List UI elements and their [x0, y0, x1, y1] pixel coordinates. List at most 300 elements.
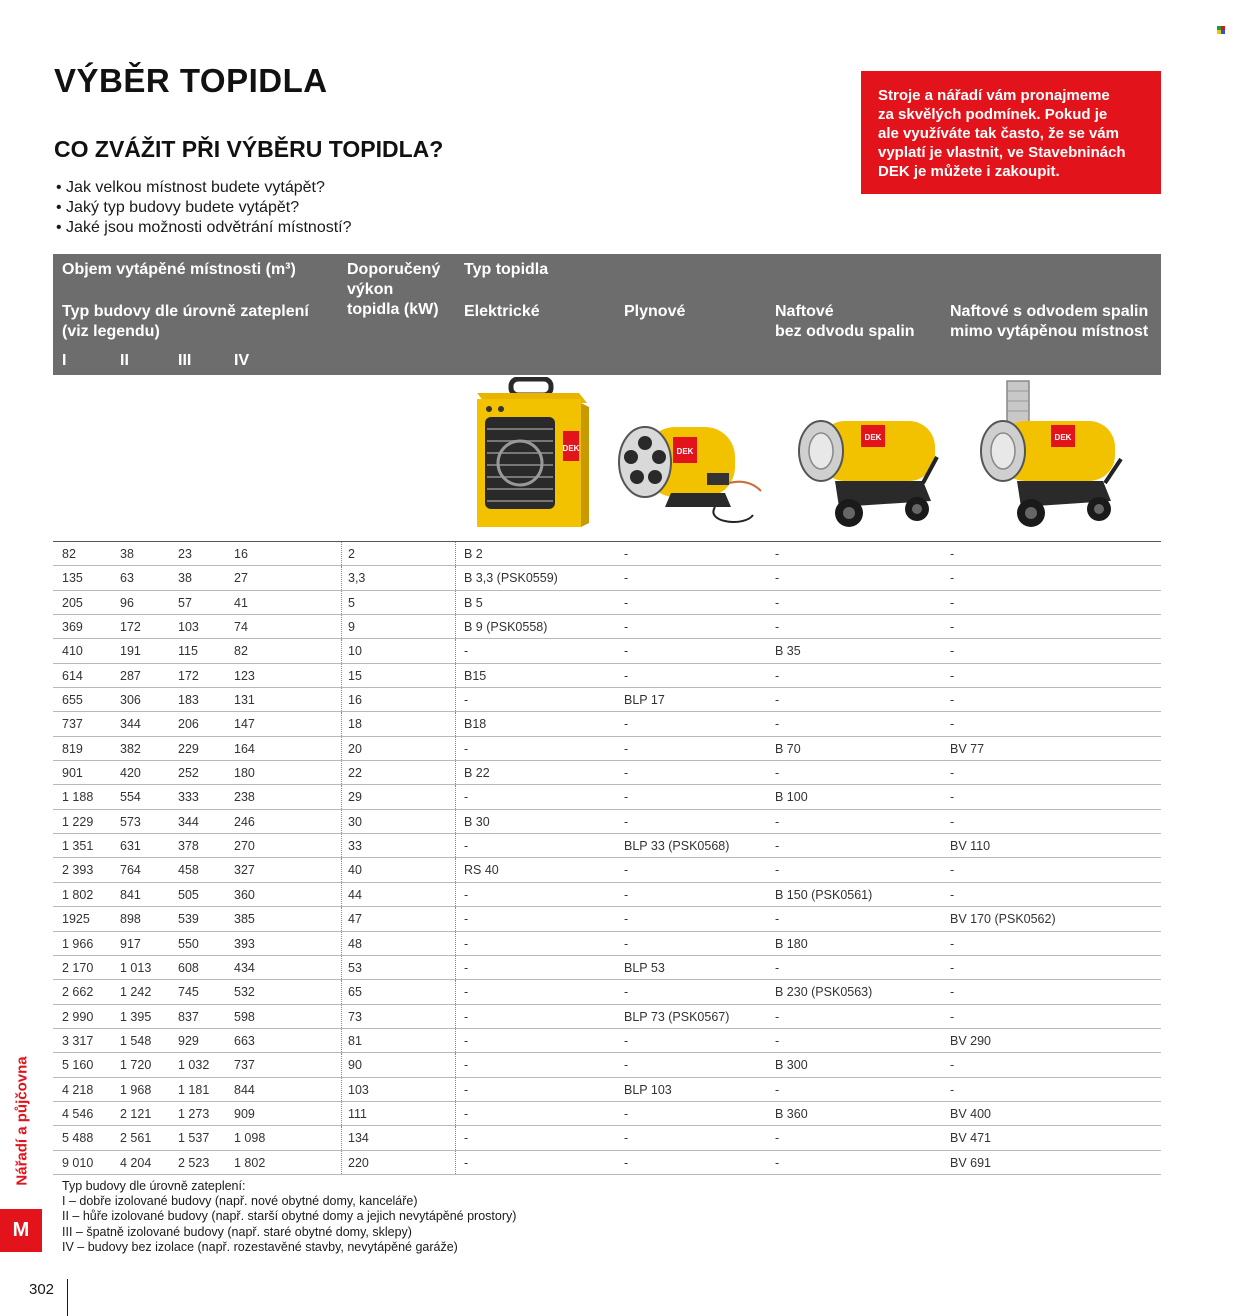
cell-vol-level-4: 737: [234, 1058, 255, 1073]
cell-gas-heater-model: -: [624, 1033, 629, 1048]
table-row: [53, 980, 1161, 1004]
cell-electric-heater-model: -: [464, 1131, 469, 1146]
cell-diesel-heater-model: -: [775, 620, 780, 635]
column-divider: [341, 1126, 342, 1149]
cell-power-kw: 20: [348, 741, 362, 756]
section-label-text: Nářadí a půjčovna: [13, 1056, 31, 1186]
cell-electric-heater-model: -: [464, 936, 469, 951]
cell-diesel-flue-heater-model: BV 110: [950, 839, 991, 854]
header-power: Doporučený: [347, 261, 441, 278]
corner-color-mark: [1217, 26, 1225, 34]
cell-vol-level-1: 410: [62, 644, 83, 659]
cell-vol-level-1: 737: [62, 717, 83, 732]
cell-vol-level-2: 1 720: [120, 1058, 152, 1073]
cell-gas-heater-model: -: [624, 741, 629, 756]
cell-vol-level-1: 369: [62, 620, 83, 635]
cell-vol-level-2: 2 121: [120, 1106, 152, 1121]
cell-diesel-flue-heater-model: -: [950, 766, 955, 781]
cell-power-kw: 18: [348, 717, 362, 732]
cell-vol-level-3: 1 181: [178, 1082, 210, 1097]
cell-diesel-flue-heater-model: -: [950, 547, 955, 561]
cell-diesel-heater-model: -: [775, 839, 780, 854]
column-divider: [341, 1029, 342, 1052]
page-number: 302: [29, 1281, 55, 1298]
cell-diesel-heater-model: -: [775, 766, 780, 781]
cell-electric-heater-model: B15: [464, 668, 487, 683]
table-row: [53, 1102, 1161, 1126]
cell-vol-level-4: 327: [234, 863, 255, 878]
cell-vol-level-1: 1 802: [62, 887, 94, 902]
table-row: [53, 591, 1161, 615]
cell-power-kw: 48: [348, 936, 362, 951]
header-building-type-note: (viz legendu): [62, 323, 160, 340]
column-divider: [455, 858, 456, 881]
column-divider: [455, 1102, 456, 1125]
cell-vol-level-1: 9 010: [62, 1155, 94, 1170]
cell-vol-level-2: 1 013: [120, 960, 152, 975]
cell-vol-level-2: 631: [120, 839, 141, 854]
cell-electric-heater-model: B 3,3 (PSK0559): [464, 571, 558, 586]
column-divider: [341, 810, 342, 833]
cell-vol-level-2: 841: [120, 887, 141, 902]
cell-vol-level-2: 1 242: [120, 985, 152, 1000]
column-divider: [341, 591, 342, 614]
cell-vol-level-1: 5 488: [62, 1131, 94, 1146]
cell-gas-heater-model: -: [624, 790, 629, 805]
legend: [62, 1179, 516, 1255]
column-divider: [455, 1126, 456, 1149]
cell-vol-level-4: 131: [234, 693, 255, 708]
column-divider: [341, 1053, 342, 1076]
cell-vol-level-4: 74: [234, 620, 248, 635]
svg-text:DEK: DEK: [864, 433, 882, 442]
cell-vol-level-3: 2 523: [178, 1155, 210, 1170]
cell-diesel-heater-model: -: [775, 1033, 780, 1048]
cell-vol-level-3: 333: [178, 790, 199, 805]
column-divider: [455, 810, 456, 833]
cell-vol-level-3: 745: [178, 985, 199, 1000]
cell-power-kw: 90: [348, 1058, 362, 1073]
cell-vol-level-2: 420: [120, 766, 141, 781]
header-power-2: výkon: [347, 281, 394, 298]
header-level-2: II: [120, 352, 129, 369]
legend-item: IV – budovy bez izolace (např. rozestavěné stavby, nevytápěné garáže): [62, 1239, 458, 1254]
cell-vol-level-2: 306: [120, 693, 141, 708]
cell-vol-level-1: 5 160: [62, 1058, 94, 1073]
question-item: • Jaké jsou možnosti odvětrání místností?: [56, 218, 352, 238]
cell-power-kw: 16: [348, 693, 362, 708]
svg-text:DEK: DEK: [1054, 433, 1072, 442]
header-building-type: Typ budovy dle úrovně zateplení: [62, 303, 309, 320]
column-divider: [455, 883, 456, 906]
page-subtitle: CO ZVÁŽIT PŘI VÝBĚRU TOPIDLA?: [54, 136, 444, 162]
cell-vol-level-2: 38: [120, 547, 134, 561]
column-divider: [455, 639, 456, 662]
cell-vol-level-2: 2 561: [120, 1131, 152, 1146]
cell-vol-level-3: 458: [178, 863, 199, 878]
cell-vol-level-4: 238: [234, 790, 255, 805]
cell-vol-level-1: 2 170: [62, 960, 94, 975]
cell-vol-level-3: 103: [178, 620, 199, 635]
column-divider: [455, 542, 456, 565]
column-divider: [341, 566, 342, 589]
cell-diesel-heater-model: B 70: [775, 741, 801, 756]
cell-vol-level-1: 4 546: [62, 1106, 94, 1121]
cell-electric-heater-model: -: [464, 985, 469, 1000]
cell-electric-heater-model: -: [464, 960, 469, 975]
column-divider: [341, 761, 342, 784]
cell-vol-level-3: 344: [178, 814, 199, 829]
cell-vol-level-2: 1 395: [120, 1009, 152, 1024]
cell-power-kw: 10: [348, 644, 362, 659]
cell-gas-heater-model: BLP 53: [624, 960, 665, 975]
cell-vol-level-2: 172: [120, 620, 141, 635]
table-row: [53, 1053, 1161, 1077]
column-divider: [341, 932, 342, 955]
cell-diesel-flue-heater-model: -: [950, 1082, 955, 1097]
questions-list: [56, 178, 352, 238]
header-level-1: I: [62, 352, 67, 369]
product-images-row: [53, 375, 1161, 541]
table-row: [53, 1078, 1161, 1102]
column-divider: [455, 761, 456, 784]
table-row: [53, 1005, 1161, 1029]
cell-vol-level-3: 929: [178, 1033, 199, 1048]
cell-diesel-flue-heater-model: -: [950, 717, 955, 732]
cell-gas-heater-model: BLP 33 (PSK0568): [624, 839, 730, 854]
cell-vol-level-3: 1 537: [178, 1131, 210, 1146]
cell-electric-heater-model: RS 40: [464, 863, 499, 878]
cell-vol-level-4: 16: [234, 547, 248, 561]
header-volume: Objem vytápěné místnosti (m³): [62, 261, 296, 278]
cell-diesel-heater-model: -: [775, 1009, 780, 1024]
cell-vol-level-1: 2 662: [62, 985, 94, 1000]
column-divider: [455, 956, 456, 979]
header-power-3: topidla (kW): [347, 301, 439, 318]
cell-diesel-flue-heater-model: BV 400: [950, 1106, 992, 1121]
header-level-3: III: [178, 352, 192, 369]
cell-gas-heater-model: -: [624, 912, 629, 927]
table-row: [53, 883, 1161, 907]
cell-vol-level-2: 764: [120, 863, 141, 878]
column-divider: [341, 1102, 342, 1125]
header-diesel: Naftové: [775, 303, 834, 320]
heater-table-body: [53, 541, 1161, 1175]
cell-vol-level-2: 287: [120, 668, 141, 683]
cell-gas-heater-model: -: [624, 936, 629, 951]
cell-power-kw: 103: [348, 1082, 369, 1097]
cell-diesel-flue-heater-model: -: [950, 985, 955, 1000]
column-divider: [341, 858, 342, 881]
column-divider: [455, 1078, 456, 1101]
column-divider: [341, 664, 342, 687]
cell-vol-level-4: 393: [234, 936, 255, 951]
column-divider: [341, 1078, 342, 1101]
table-row: [53, 785, 1161, 809]
cell-power-kw: 220: [348, 1155, 369, 1170]
cell-diesel-heater-model: B 230 (PSK0563): [775, 985, 873, 1000]
cell-electric-heater-model: -: [464, 839, 469, 854]
column-divider: [341, 639, 342, 662]
column-divider: [455, 785, 456, 808]
cell-diesel-flue-heater-model: -: [950, 814, 955, 829]
cell-vol-level-2: 1 548: [120, 1033, 152, 1048]
cell-vol-level-1: 4 218: [62, 1082, 94, 1097]
cell-vol-level-4: 360: [234, 887, 255, 902]
cell-diesel-flue-heater-model: -: [950, 571, 955, 586]
question-item: • Jaký typ budovy budete vytápět?: [56, 198, 352, 218]
cell-diesel-heater-model: -: [775, 1131, 780, 1146]
cell-diesel-heater-model: B 150 (PSK0561): [775, 887, 873, 902]
cell-vol-level-4: 27: [234, 571, 248, 586]
table-row: [53, 956, 1161, 980]
cell-gas-heater-model: -: [624, 644, 629, 659]
header-diesel-flue: Naftové s odvodem spalin: [950, 303, 1149, 320]
cell-power-kw: 134: [348, 1131, 369, 1146]
cell-electric-heater-model: B 22: [464, 766, 490, 781]
cell-diesel-heater-model: -: [775, 717, 780, 732]
table-row: [53, 858, 1161, 882]
page-number-divider: [67, 1279, 68, 1316]
legend-title: Typ budovy dle úrovně zateplení:: [62, 1179, 246, 1193]
table-row: [53, 664, 1161, 688]
cell-vol-level-4: 123: [234, 668, 255, 683]
table-row: [53, 712, 1161, 736]
cell-vol-level-1: 655: [62, 693, 83, 708]
table-row: [53, 932, 1161, 956]
cell-vol-level-3: 505: [178, 887, 199, 902]
table-row: [53, 737, 1161, 761]
table-header: [53, 254, 1161, 375]
cell-electric-heater-model: -: [464, 1009, 469, 1024]
column-divider: [455, 664, 456, 687]
cell-gas-heater-model: -: [624, 547, 629, 561]
cell-electric-heater-model: -: [464, 644, 469, 659]
legend-item: III – špatně izolované budovy (např. staré obytné domy, sklepy): [62, 1224, 412, 1239]
column-divider: [455, 712, 456, 735]
cell-vol-level-1: 1 351: [62, 839, 94, 854]
cell-electric-heater-model: -: [464, 1058, 469, 1073]
question-item: • Jak velkou místnost budete vytápět?: [56, 178, 352, 198]
column-divider: [341, 737, 342, 760]
cell-diesel-flue-heater-model: -: [950, 668, 955, 683]
diesel-flue-heater-image: [975, 379, 1125, 535]
diesel-heater-image: [795, 417, 943, 535]
table-row: [53, 639, 1161, 663]
cell-vol-level-4: 164: [234, 741, 255, 756]
table-row: [53, 688, 1161, 712]
cell-diesel-flue-heater-model: -: [950, 620, 955, 635]
cell-gas-heater-model: -: [624, 668, 629, 683]
cell-power-kw: 81: [348, 1033, 362, 1048]
cell-vol-level-4: 180: [234, 766, 255, 781]
cell-vol-level-1: 2 990: [62, 1009, 94, 1024]
table-row: [53, 1151, 1161, 1175]
cell-vol-level-1: 82: [62, 547, 76, 561]
cell-vol-level-4: 909: [234, 1106, 255, 1121]
cell-vol-level-1: 1925: [62, 912, 90, 927]
cell-vol-level-1: 2 393: [62, 863, 94, 878]
column-divider: [455, 737, 456, 760]
cell-power-kw: 30: [348, 814, 362, 829]
column-divider: [455, 615, 456, 638]
cell-electric-heater-model: -: [464, 1082, 469, 1097]
table-row: [53, 542, 1161, 566]
cell-power-kw: 73: [348, 1009, 362, 1024]
column-divider: [455, 1151, 456, 1174]
cell-vol-level-4: 270: [234, 839, 255, 854]
cell-diesel-heater-model: B 100: [775, 790, 808, 805]
header-heater-type: Typ topidla: [464, 261, 549, 278]
cell-gas-heater-model: -: [624, 1131, 629, 1146]
cell-electric-heater-model: -: [464, 693, 469, 708]
table-row: [53, 834, 1161, 858]
column-divider: [341, 785, 342, 808]
cell-gas-heater-model: BLP 73 (PSK0567): [624, 1009, 730, 1024]
promo-box: [861, 71, 1161, 194]
cell-diesel-flue-heater-model: BV 691: [950, 1155, 992, 1170]
cell-vol-level-3: 57: [178, 595, 192, 610]
header-diesel-2: bez odvodu spalin: [775, 323, 915, 340]
cell-vol-level-3: 252: [178, 766, 199, 781]
cell-vol-level-4: 663: [234, 1033, 255, 1048]
cell-vol-level-4: 1 802: [234, 1155, 266, 1170]
header-gas: Plynové: [624, 303, 686, 320]
promo-line: vyplatí je vlastnit, ve Stavebninách: [878, 144, 1126, 161]
cell-power-kw: 5: [348, 595, 355, 610]
cell-electric-heater-model: -: [464, 912, 469, 927]
cell-diesel-heater-model: B 180: [775, 936, 808, 951]
table-row: [53, 1126, 1161, 1150]
gas-heater-image: [615, 423, 763, 531]
column-divider: [341, 883, 342, 906]
cell-diesel-heater-model: -: [775, 1155, 780, 1170]
column-divider: [341, 834, 342, 857]
cell-electric-heater-model: -: [464, 790, 469, 805]
cell-diesel-flue-heater-model: -: [950, 960, 955, 975]
cell-vol-level-3: 115: [178, 644, 198, 659]
cell-vol-level-2: 573: [120, 814, 141, 829]
cell-vol-level-1: 135: [62, 571, 83, 586]
cell-electric-heater-model: B 2: [464, 547, 483, 561]
column-divider: [455, 1029, 456, 1052]
legend-item: I – dobře izolované budovy (např. nové obytné domy, kanceláře): [62, 1194, 418, 1209]
column-divider: [455, 591, 456, 614]
cell-vol-level-3: 1 032: [178, 1058, 210, 1073]
cell-vol-level-1: 901: [62, 766, 83, 781]
cell-vol-level-4: 82: [234, 644, 248, 659]
cell-power-kw: 29: [348, 790, 362, 805]
cell-power-kw: 40: [348, 863, 362, 878]
column-divider: [455, 1053, 456, 1076]
cell-power-kw: 3,3: [348, 571, 366, 586]
cell-electric-heater-model: -: [464, 1106, 469, 1121]
cell-electric-heater-model: B 5: [464, 595, 483, 610]
table-row: [53, 810, 1161, 834]
cell-gas-heater-model: -: [624, 1155, 629, 1170]
cell-power-kw: 111: [348, 1106, 368, 1121]
cell-vol-level-4: 385: [234, 912, 255, 927]
svg-text:DEK: DEK: [562, 444, 580, 453]
cell-vol-level-1: 3 317: [62, 1033, 94, 1048]
cell-electric-heater-model: B 9 (PSK0558): [464, 620, 548, 635]
cell-gas-heater-model: -: [624, 1058, 629, 1073]
cell-power-kw: 47: [348, 912, 362, 927]
svg-text:DEK: DEK: [676, 447, 694, 456]
cell-diesel-heater-model: -: [775, 547, 780, 561]
cell-electric-heater-model: B18: [464, 717, 487, 732]
cell-vol-level-1: 1 966: [62, 936, 94, 951]
cell-vol-level-3: 1 273: [178, 1106, 210, 1121]
cell-gas-heater-model: -: [624, 887, 629, 902]
cell-electric-heater-model: -: [464, 1155, 469, 1170]
cell-diesel-heater-model: -: [775, 814, 780, 829]
cell-vol-level-3: 38: [178, 571, 192, 586]
cell-vol-level-4: 598: [234, 1009, 255, 1024]
column-divider: [455, 1005, 456, 1028]
cell-vol-level-4: 246: [234, 814, 255, 829]
cell-diesel-flue-heater-model: -: [950, 863, 955, 878]
cell-electric-heater-model: -: [464, 741, 469, 756]
column-divider: [341, 980, 342, 1003]
column-divider: [341, 1005, 342, 1028]
cell-diesel-heater-model: B 360: [775, 1106, 808, 1121]
cell-vol-level-3: 229: [178, 741, 199, 756]
promo-line: Stroje a nářadí vám pronajmeme: [878, 87, 1110, 104]
table-row: [53, 907, 1161, 931]
cell-vol-level-2: 898: [120, 912, 141, 927]
cell-vol-level-2: 191: [120, 644, 141, 659]
cell-vol-level-3: 378: [178, 839, 199, 854]
cell-power-kw: 33: [348, 839, 362, 854]
cell-diesel-heater-model: -: [775, 960, 780, 975]
cell-gas-heater-model: -: [624, 985, 629, 1000]
cell-vol-level-1: 614: [62, 668, 83, 683]
cell-gas-heater-model: -: [624, 1106, 629, 1121]
cell-diesel-flue-heater-model: BV 290: [950, 1033, 992, 1048]
cell-diesel-heater-model: -: [775, 595, 780, 610]
cell-vol-level-2: 554: [120, 790, 141, 805]
cell-vol-level-2: 382: [120, 741, 141, 756]
legend-item: II – hůře izolované budovy (např. starší obytné domy a jejich nevytápěné prostory): [62, 1209, 517, 1224]
cell-vol-level-4: 147: [234, 717, 255, 732]
cell-gas-heater-model: -: [624, 766, 629, 781]
cell-vol-level-4: 532: [234, 985, 255, 1000]
cell-vol-level-2: 917: [120, 936, 141, 951]
cell-gas-heater-model: BLP 17: [624, 693, 665, 708]
cell-diesel-flue-heater-model: -: [950, 887, 955, 902]
cell-electric-heater-model: B 30: [464, 814, 490, 829]
electric-heater-image: [471, 377, 593, 533]
cell-diesel-flue-heater-model: BV 77: [950, 741, 985, 756]
cell-vol-level-2: 4 204: [120, 1155, 152, 1170]
cell-diesel-flue-heater-model: -: [950, 790, 955, 805]
cell-vol-level-4: 434: [234, 960, 255, 975]
cell-vol-level-1: 819: [62, 741, 83, 756]
cell-gas-heater-model: -: [624, 863, 629, 878]
cell-diesel-heater-model: B 300: [775, 1058, 808, 1073]
cell-diesel-flue-heater-model: -: [950, 644, 955, 659]
cell-diesel-flue-heater-model: -: [950, 693, 955, 708]
cell-gas-heater-model: -: [624, 571, 629, 586]
cell-diesel-heater-model: -: [775, 571, 780, 586]
section-tab: M: [0, 1209, 42, 1252]
promo-line: ale využíváte tak často, že se vám: [878, 125, 1119, 142]
cell-vol-level-1: 205: [62, 595, 83, 610]
column-divider: [455, 566, 456, 589]
table-row: [53, 761, 1161, 785]
cell-vol-level-1: 1 188: [62, 790, 94, 805]
